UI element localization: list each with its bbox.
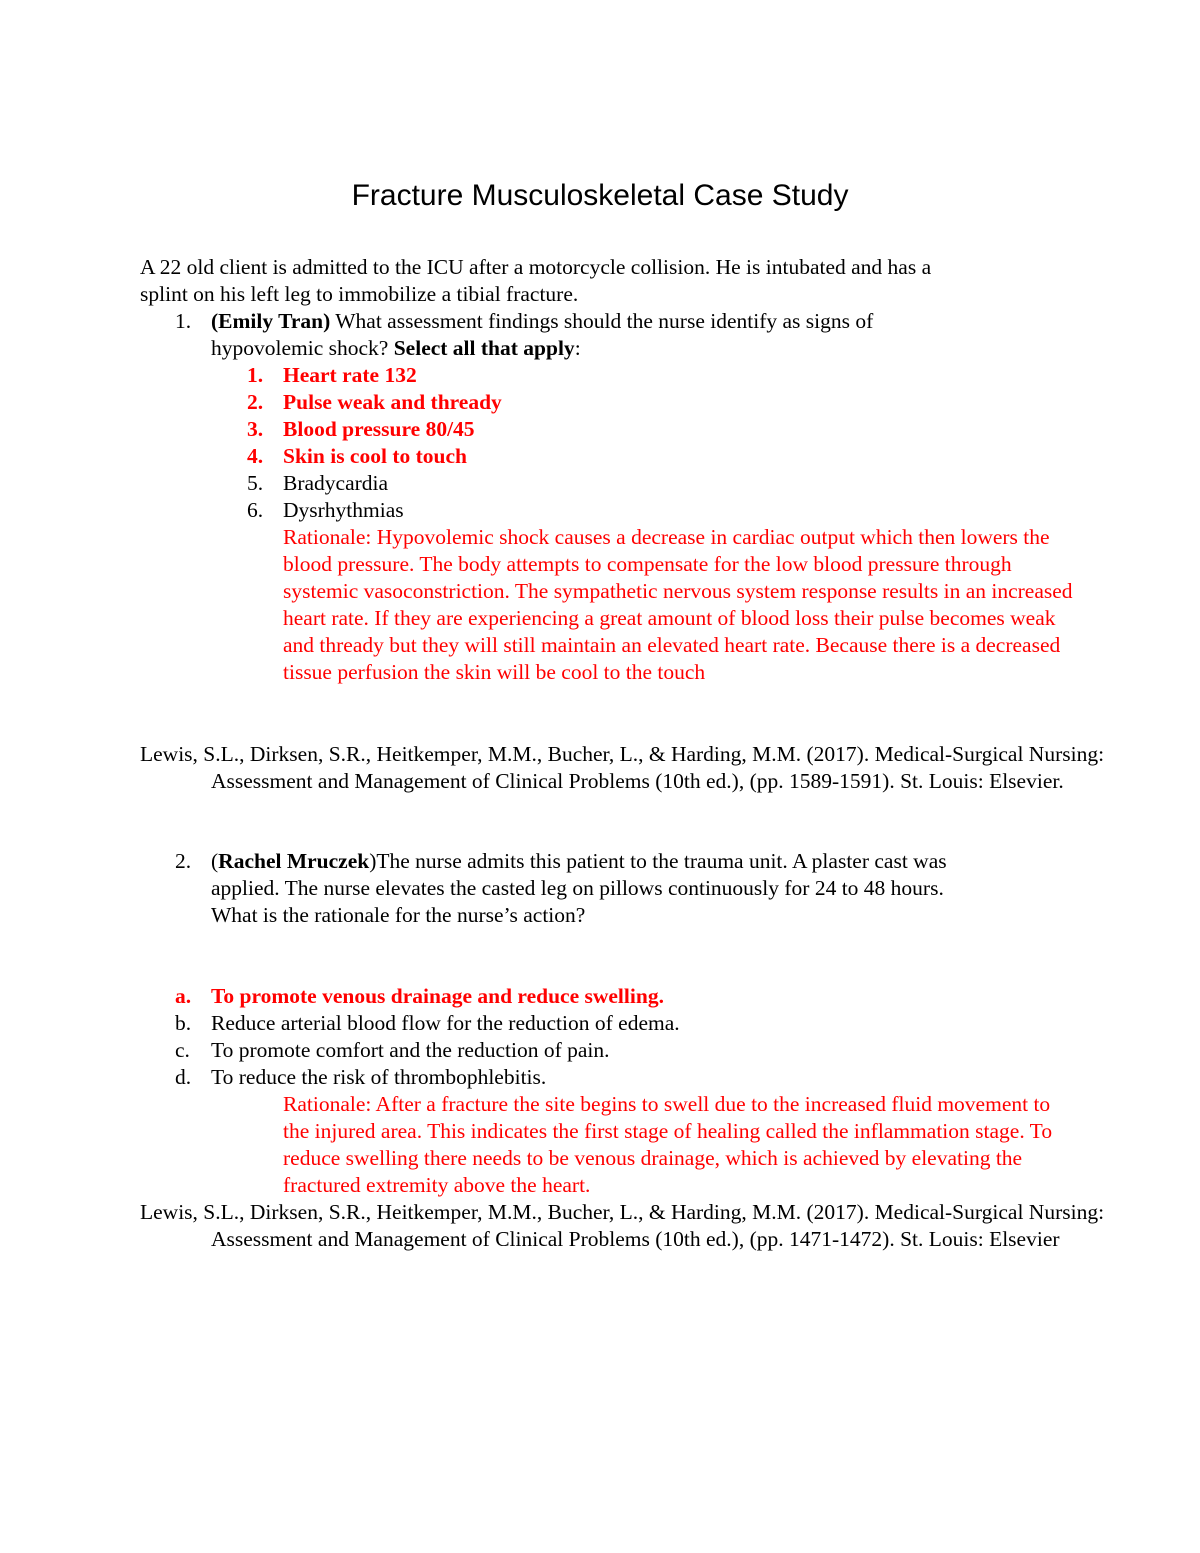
rationale-text: Rationale: After a fracture the site begins to swell due to the increased fluid movement to the injured area. This indicates the first stage of healing called the inflammation stage. To reduce swelling there needs to be venous drainage, which is achieved by elevating the fractured extremity above the heart. [283, 1092, 1053, 1197]
question-2-line-3: What is the rationale for the nurse’s action? [211, 903, 586, 927]
answer-option-correct: Heart rate 132 [283, 363, 417, 387]
answer-option-letter: a. [175, 984, 192, 1008]
answer-option-letter: c. [175, 1038, 190, 1062]
question-1-line-2 [211, 335, 581, 362]
answer-option-number: 1. [247, 363, 264, 387]
answer-option: Dysrhythmias [283, 498, 404, 522]
question-author: Rachel Mruczek [218, 849, 370, 873]
rationale-text: Rationale: Hypovolemic shock causes a decrease in cardiac output which then lowers the blood pressure. The body attempts to compensate for the low blood pressure through systemic vasoconstriction. The sympathetic nervous system response results in an increased heart rate. If they are experiencing a great amount of blood loss their pulse becomes weak and thready but they will still maintain an elevated heart rate. Because there is a decreased tissue perfusion the skin will be cool to the touch [283, 525, 1073, 684]
answer-option-letter: d. [175, 1065, 192, 1089]
answer-option-correct: Pulse weak and thready [283, 390, 502, 414]
question-text: )The nurse admits this patient to the trauma unit. A plaster cast was [369, 849, 947, 873]
answer-option: Reduce arterial blood flow for the reduction of edema. [211, 1011, 680, 1035]
question-text: ( [211, 849, 219, 873]
reference-citation: Lewis, S.L., Dirksen, S.R., Heitkemper, M.M., Bucher, L., & Harding, M.M. (2017). Medical-Surgical Nursing: Assessment and Management of Clinical Problems (10th ed.), (pp. 1471-1472). St. Louis: Elsevier [140, 1200, 1105, 1251]
answer-option: To promote comfort and the reduction of pain. [211, 1038, 610, 1062]
answer-option: Bradycardia [283, 471, 389, 495]
question-text: What assessment findings should the nurse identify as signs of [330, 309, 874, 333]
answer-option-correct: To promote venous drainage and reduce swelling. [211, 984, 664, 1008]
answer-option: To reduce the risk of thrombophlebitis. [211, 1065, 547, 1089]
answer-option-number: 6. [247, 498, 264, 522]
answer-option-correct: Skin is cool to touch [283, 444, 467, 468]
page-title: Fracture Musculoskeletal Case Study [351, 179, 849, 212]
question-number: 1. [175, 309, 192, 333]
question-2-line-2: applied. The nurse elevates the casted leg on pillows continuously for 24 to 48 hours. [211, 876, 944, 900]
intro-text-line-2: splint on his left leg to immobilize a tibial fracture. [140, 282, 579, 306]
select-all-instruction: Select all that apply [393, 336, 575, 360]
answer-option-letter: b. [175, 1011, 192, 1035]
reference-citation: Lewis, S.L., Dirksen, S.R., Heitkemper, M.M., Bucher, L., & Harding, M.M. (2017). Medical-Surgical Nursing: Assessment and Management of Clinical Problems (10th ed.), (pp. 1589-1591). St. Louis: Elsevier. [140, 742, 1105, 793]
question-text: hypovolemic shock? [211, 336, 394, 360]
intro-text-line-1: A 22 old client is admitted to the ICU after a motorcycle collision. He is intubated and has a [140, 255, 932, 279]
question-author: (Emily Tran) [211, 309, 331, 333]
question-2-line-1 [211, 848, 947, 875]
answer-option-number: 2. [247, 390, 264, 414]
answer-option-number: 4. [247, 444, 264, 468]
answer-option-number: 5. [247, 471, 264, 495]
question-1-line-1 [211, 308, 873, 335]
question-number: 2. [175, 849, 192, 873]
answer-option-number: 3. [247, 417, 264, 441]
answer-option-correct: Blood pressure 80/45 [283, 417, 475, 441]
question-text: : [574, 336, 581, 360]
